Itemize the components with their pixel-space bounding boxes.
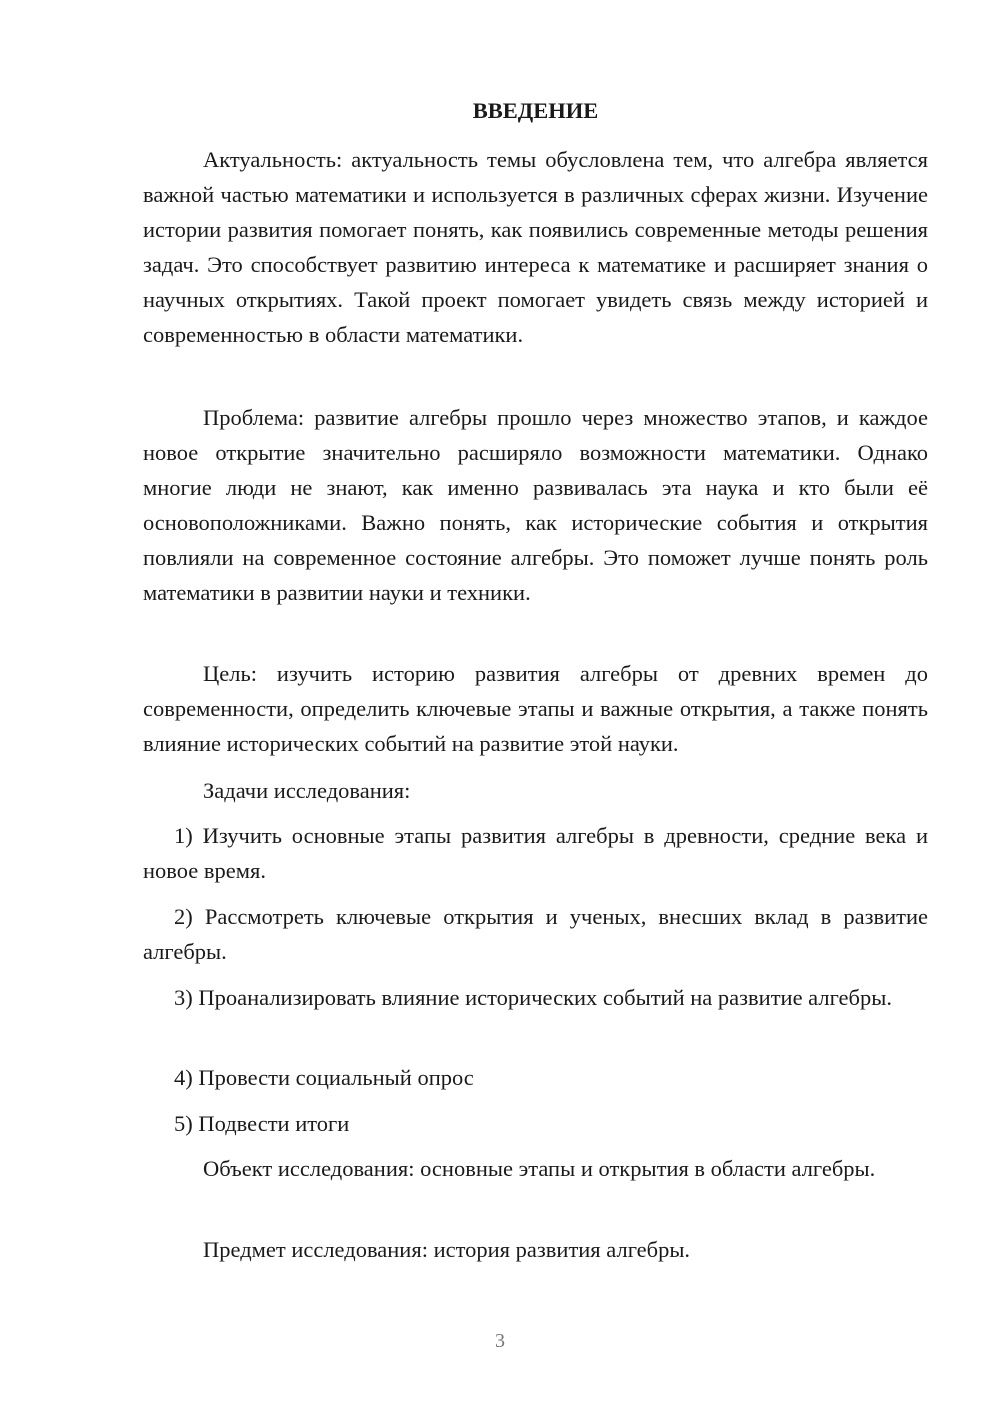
paragraph-subject: Предмет исследования: история развития алгебры.: [203, 1237, 691, 1262]
paragraph-problem: Проблема: развитие алгебры прошло через множество этапов, и каждое новое открытие значительно расширяло возможности математики. Однако многие люди не знают, как именно развивалась эта наука и кто были её основоположниками. Важно понять, как исторические события и открытия повлияли на современное состояние алгебры. Это поможет лучше понять роль математики в развитии науки и техники.: [143, 405, 928, 605]
page-heading: ВВЕДЕНИЕ: [472, 98, 599, 123]
task-item-5: 5) Подвести итоги: [174, 1111, 350, 1136]
page-number: 3: [495, 1330, 505, 1352]
tasks-heading: Задачи исследования:: [203, 778, 411, 803]
task-item-1: 1) Изучить основные этапы развития алгебры в древности, средние века и новое время.: [143, 823, 928, 883]
task-item-3: 3) Проанализировать влияние исторических событий на развитие алгебры.: [174, 985, 892, 1010]
paragraph-relevance: Актуальность: актуальность темы обусловлена тем, что алгебра является важной частью математики и используется в различных сферах жизни. Изучение истории развития помогает понять, как появились современные методы решения задач. Это способствует развитию интереса к математике и расширяет знания о научных открытиях. Такой проект помогает увидеть связь между историей и современностью в области математики.: [143, 147, 928, 347]
task-item-4: 4) Провести социальный опрос: [174, 1065, 474, 1090]
paragraph-goal: Цель: изучить историю развития алгебры от древних времен до современности, определить ключевые этапы и важные открытия, а также понять влияние исторических событий на развитие этой науки.: [143, 661, 928, 756]
paragraph-object: Объект исследования: основные этапы и открытия в области алгебры.: [203, 1156, 876, 1181]
task-item-2: 2) Рассмотреть ключевые открытия и ученых, внесших вклад в развитие алгебры.: [143, 904, 928, 964]
